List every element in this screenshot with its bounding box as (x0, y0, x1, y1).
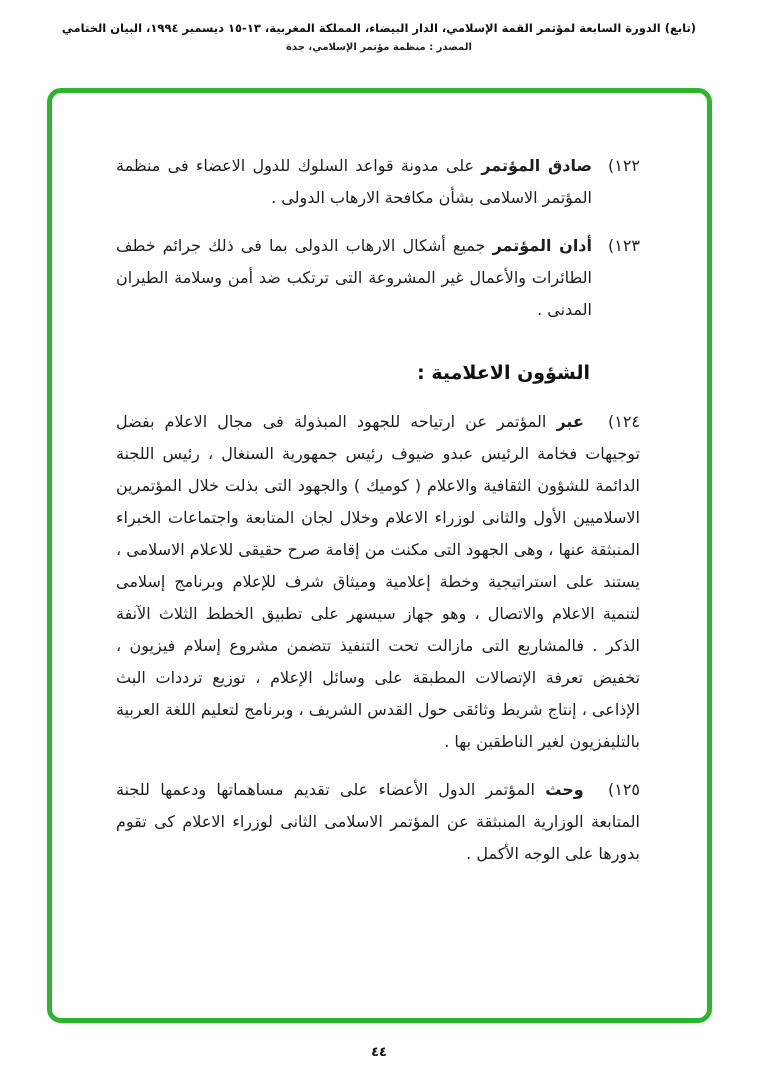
item-body: على مدونة قواعد السلوك للدول الاعضاء فى منظمة المؤتمر الاسلامى بشأن مكافحة الارهاب الدولى . (116, 156, 592, 207)
item-body: المؤتمر عن ارتياحه للجهود المبذولة فى مجال الاعلام بفضل توجيهات فخامة الرئيس عبدو ضيوف رئيس جمهورية السنغال ، رئيس اللجنة الدائمة للشؤون الثقافية والاعلام ( كوميك ) والجهود التى بذلت خلال المؤتمرين الاسلاميين الأول والثانى لوزراء الاعلام وخلال لجان المتابعة واجتماعات الخبراء المنبثقة عنها ، وهى الجهود التى مكنت من إقامة صرح حقيقى للاعلام الاسلامى ، يستند على استراتيجية وخطة إعلامية وميثاق شرف للإعلام وبرنامج إسلامى لتنمية الاعلام والاتصال ، وهو جهاز سيسهر على تطبيق الخطط الثلاث الآنفة الذكر . فالمشاريع التى مازالت تحت التنفيذ تتضمن مشروع إسلام فيزيون ، تخفيض تعرفة الإتصالات المطبقة على وسائل الإعلام ، توزيع ترددات البث الإذاعى ، إنتاج شريط وثائقى حول القدس الشريف ، وبرنامج لتعليم اللغة العربية بالتليفزيون لغير الناطقين بها . (116, 412, 640, 751)
item-text (116, 406, 640, 758)
section-heading-media-affairs: الشؤون الاعلامية : (417, 362, 590, 384)
item-body: جميع أشكال الارهاب الدولى بما فى ذلك جرائم خطف الطائرات والأعمال غير المشروعة التى ترتكب ضد أمن وسلامة الطيران المدنى . (116, 236, 592, 319)
page-header (30, 20, 728, 53)
item-text (116, 230, 592, 326)
item-number: ١٢٤) (607, 412, 640, 431)
item-number: ١٢٣) (607, 236, 640, 255)
item-body: المؤتمر الدول الأعضاء على تقديم مساهماتها ودعمها للجنة المتابعة الوزارية المنبثقة عن المؤتمر الاسلامى الثانى لوزراء الاعلام كى تقوم بدورها على الوجه الأكمل . (116, 780, 640, 863)
source-value: منظمة مؤتمر الإسلامي، جدة (286, 42, 426, 54)
item-number: ١٢٢) (607, 156, 640, 175)
item-text (116, 774, 640, 870)
page-number: ٤٤ (371, 1045, 387, 1060)
document-body (116, 150, 640, 886)
document-title: (تابع) الدورة السابعة لمؤتمر القمة الإسلامي، الدار البيضاء، المملكة المغربية، ١٣-١٥ ديسمبر ١٩٩٤، البيان الختامي (61, 21, 697, 35)
document-source (30, 42, 728, 53)
item-lead: أدان المؤتمر (492, 236, 593, 255)
list-item-123 (116, 230, 640, 326)
list-item-122 (116, 150, 640, 214)
source-label: المصدر : (429, 42, 472, 54)
item-number: ١٢٥) (607, 780, 641, 799)
item-lead: وحث (545, 780, 584, 799)
item-text (116, 150, 592, 214)
list-item-124 (116, 406, 640, 758)
list-item-125 (116, 774, 640, 870)
item-lead: صادق المؤتمر (481, 156, 592, 175)
item-lead: عبر (556, 412, 584, 431)
